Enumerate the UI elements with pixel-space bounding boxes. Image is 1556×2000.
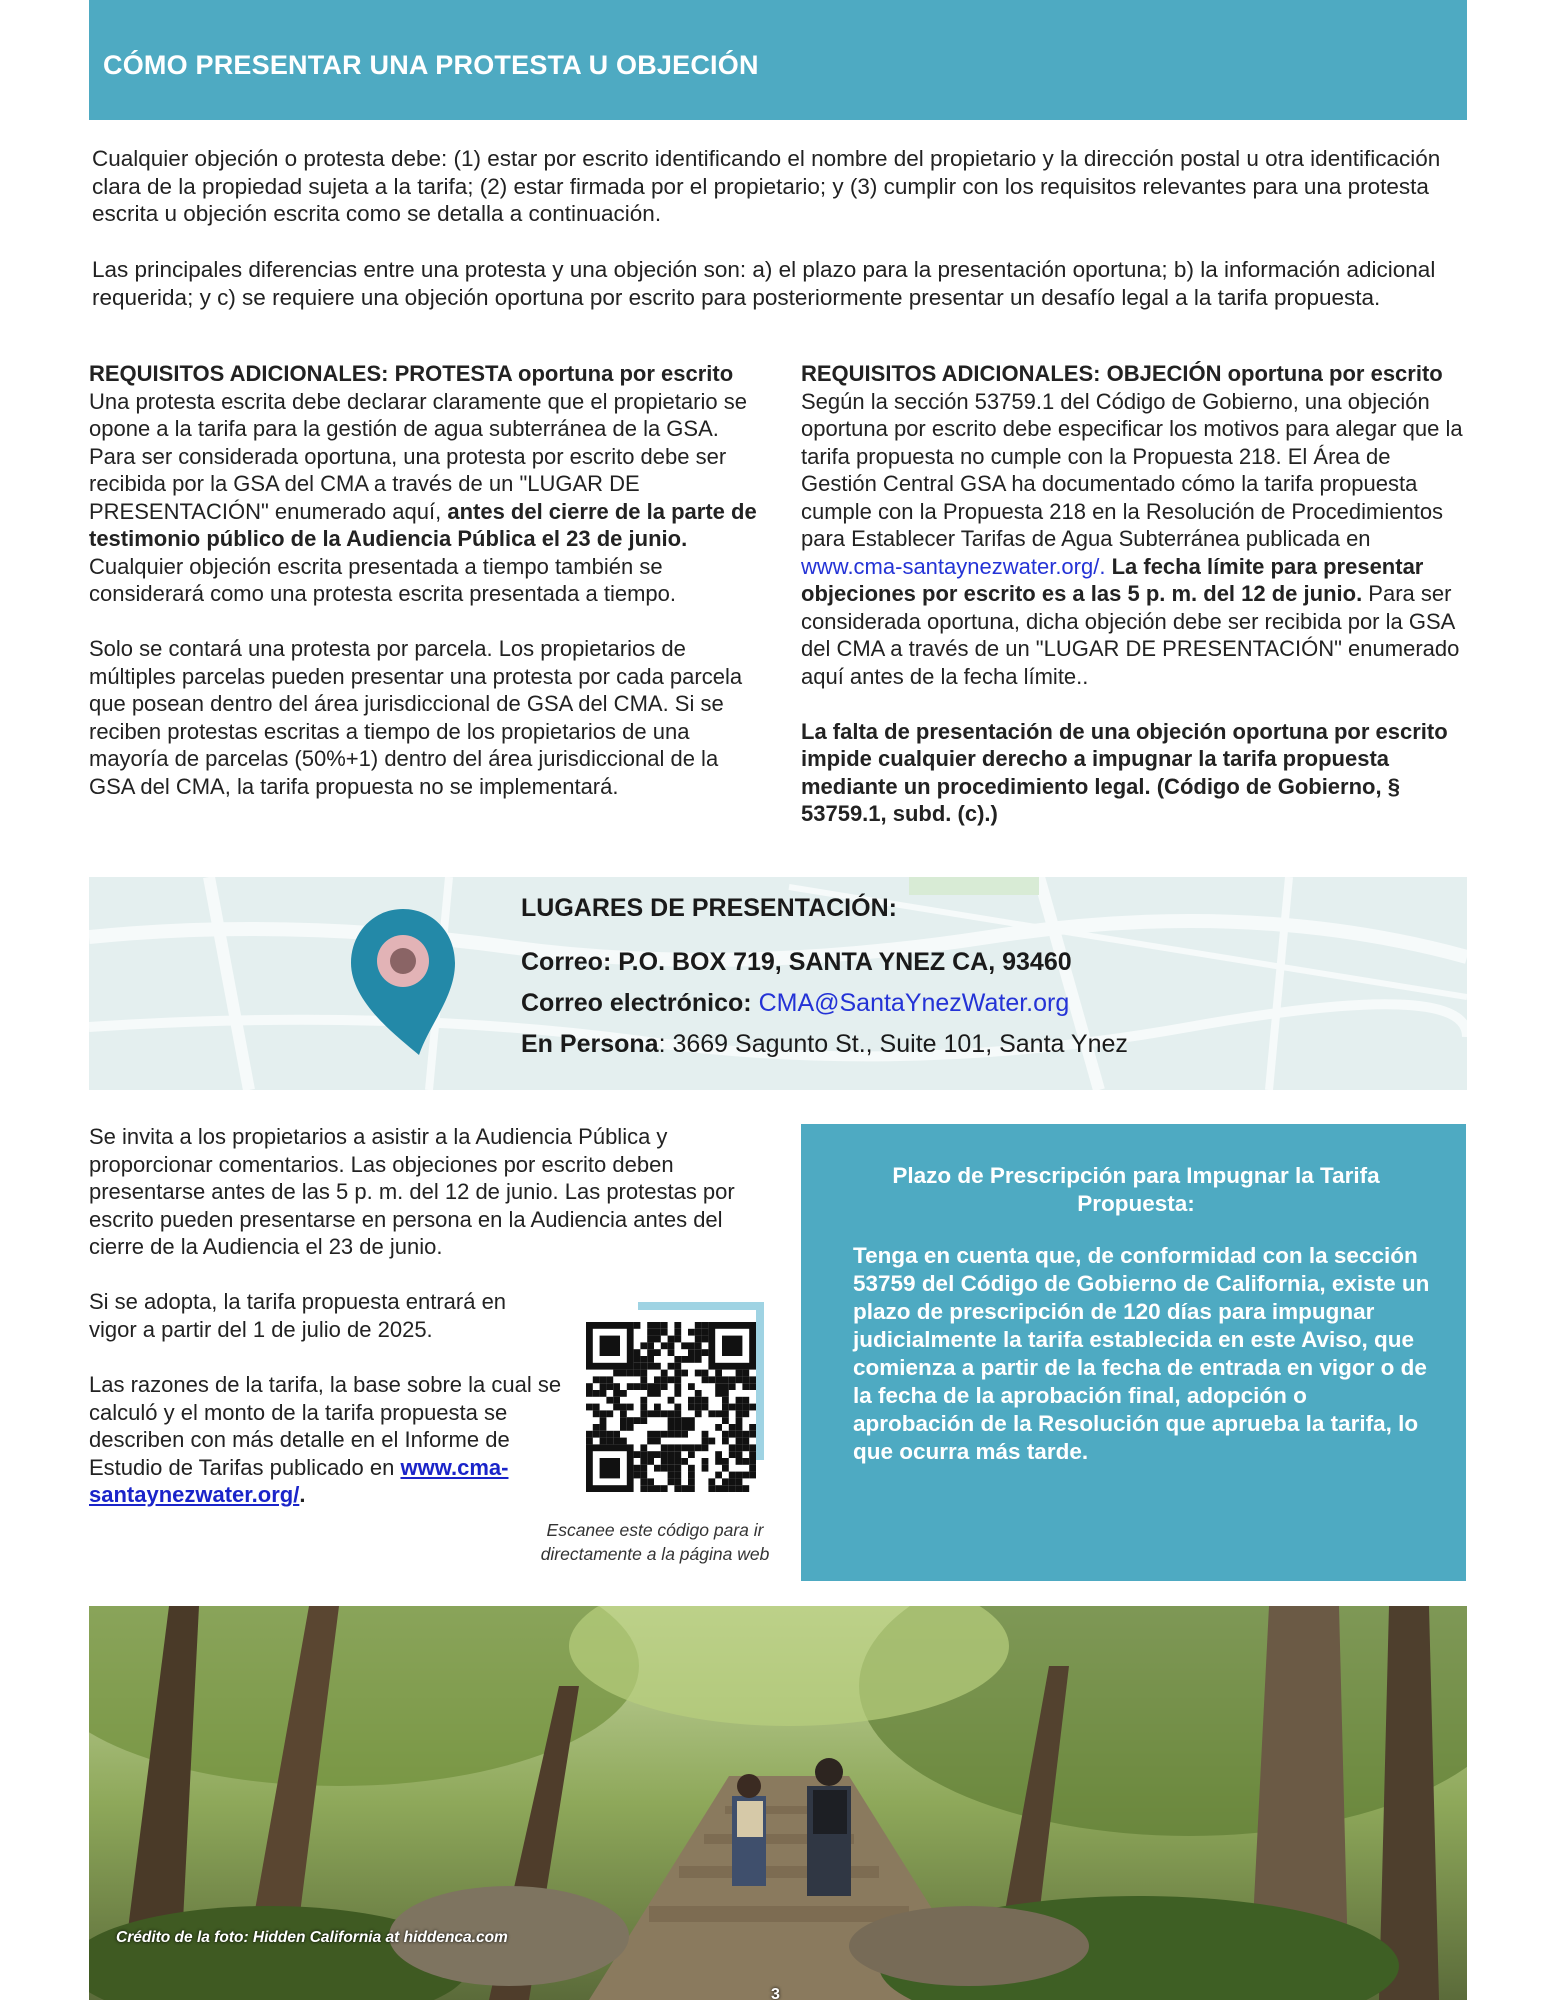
intro-paragraph-1 <box>92 145 1472 228</box>
objection-heading: REQUISITOS ADICIONALES: OBJECIÓN oportuna por escrito <box>801 361 1443 386</box>
mail-address: Correo: P.O. BOX 719, SANTA YNEZ CA, 93460 <box>521 948 1072 976</box>
limitation-title: Plazo de Prescripción para Impugnar la Tarifa Propuesta: <box>892 1163 1380 1216</box>
objection-website-link[interactable]: www.cma-santaynezwater.org/. <box>801 553 1106 579</box>
protest-paragraph-2: Solo se contará una protesta por parcela. Los propietarios de múltiples parcelas pueden presentar una protesta por cada parcela que posean dentro del área jurisdiccional de GSA del CMA. Si se reciben protestas escritas a tiempo de los propietarios de una mayoría de parcelas (50%+1) dentro del área jurisdiccional de la GSA del CMA, la tarifa propuesta no se implementará. <box>89 636 743 799</box>
protest-column <box>89 360 759 800</box>
hearing-paragraph-3: Las razones de la tarifa, la base sobre la cual se calculó y el monto de la tarifa propuesta se describen con más detalle en el Informe de Estudio de Tarifas publicado en www.cma-santaynezwater.org/. <box>89 1372 562 1507</box>
in-person-line: En Persona: 3669 Sagunto St., Suite 101, Santa Ynez <box>521 1030 1128 1058</box>
email-link[interactable]: CMA@SantaYnezWater.org <box>758 989 1070 1017</box>
intro-text-1: Cualquier objeción o protesta debe: (1) estar por escrito identificando el nombre del propietario y la dirección postal u otra identificación clara de la propiedad sujeta a la tarifa; (2) estar firmada por el propietario; y (3) cumplir con los requisitos relevantes para una protesta escrita u objeción escrita como se detalla a continuación. <box>92 146 1441 226</box>
hearing-paragraph-1: Se invita a los propietarios a asistir a la Audiencia Pública y proporcionar comentarios. Las objeciones por escrito deben presentarse antes de las 5 p. m. del 12 de junio. Las protestas por escrito pueden presentarse en persona en la Audiencia antes del cierre de la Audiencia el 23 de junio. <box>89 1124 735 1259</box>
protest-paragraph-1: Una protesta escrita debe declarar claramente que el propietario se opone a la tarifa para la gestión de agua subterránea de la GSA. Para ser considerada oportuna, una protesta por escrito debe ser recibida por la GSA del CMA a través de un "LUGAR DE PRESENTACIÓN" enumerado aquí, antes del cierre de la parte de testimonio público de la Audiencia Pública el 23 de junio. Cualquier objeción escrita presentada a tiempo también se considerará como una protesta escrita presentada a tiempo. <box>89 388 757 606</box>
page-title: CÓMO PRESENTAR UNA PROTESTA U OBJECIÓN <box>103 50 759 80</box>
email-line: Correo electrónico: CMA@SantaYnezWater.org <box>521 989 1070 1017</box>
page-number: 3 <box>771 1986 780 2000</box>
location-pin-icon <box>347 905 459 1060</box>
qr-code[interactable] <box>580 1302 786 1502</box>
locations-section <box>89 877 1467 1090</box>
intro-paragraph-2 <box>92 256 1472 311</box>
forest-trail-photo <box>89 1606 1467 2000</box>
hearing-paragraph-2: Si se adopta, la tarifa propuesta entrará en vigor a partir del 1 de julio de 2025. <box>89 1289 507 1342</box>
objection-paragraph-1: Según la sección 53759.1 del Código de Gobierno, una objeción oportuna por escrito debe especificar los motivos para alegar que la tarifa propuesta no cumple con la Propuesta 218. El Área de Gestión Central GSA ha documentado cómo la tarifa propuesta cumple con la Propuesta 218 en la Resolución de Procedimientos para Establecer Tarifas de Agua Subterránea publicada en www.cma-santaynezwater.org/. La fecha límite para presentar objeciones por escrito es a las 5 p. m. del 12 de junio. Para ser considerada oportuna, dicha objeción debe ser recibida por la GSA del CMA a través de un "LUGAR DE PRESENTACIÓN" enumerado aquí antes de la fecha límite.. <box>801 388 1463 689</box>
limitation-box <box>801 1124 1466 1581</box>
header-bar <box>89 0 1467 120</box>
rate-study-link[interactable]: www.cma-santaynezwater.org/ <box>89 1454 509 1507</box>
protest-heading: REQUISITOS ADICIONALES: PROTESTA oportuna por escrito <box>89 361 734 386</box>
qr-caption: Escanee este código para ir directamente a la página web <box>540 1520 770 1564</box>
objection-column <box>801 360 1471 828</box>
objection-paragraph-2: La falta de presentación de una objeción oportuna por escrito impide cualquier derecho a impugnar la tarifa propuesta mediante un procedimiento legal. (Código de Gobierno, § 53759.1, subd. (c).) <box>801 718 1448 826</box>
intro-text-2: Las principales diferencias entre una protesta y una objeción son: a) el plazo para la presentación oportuna; b) la información adicional requerida; y c) se requiere una objeción oportuna por escrito para posteriormente presentar un desafío legal a la tarifa propuesta. <box>92 257 1436 310</box>
locations-title: LUGARES DE PRESENTACIÓN: <box>521 894 897 922</box>
limitation-body: Tenga en cuenta que, de conformidad con la sección 53759 del Código de Gobierno de California, existe un plazo de prescripción de 120 días para impugnar judicialmente la tarifa establecida en este Aviso, que comienza a partir de la fecha de entrada en vigor o de la fecha de la aprobación final, adopción o aprobación de la Resolución que aprueba la tarifa, lo que ocurra más tarde. <box>853 1243 1430 1464</box>
photo-credit: Crédito de la foto: Hidden California at hiddenca.com <box>116 1929 508 1946</box>
